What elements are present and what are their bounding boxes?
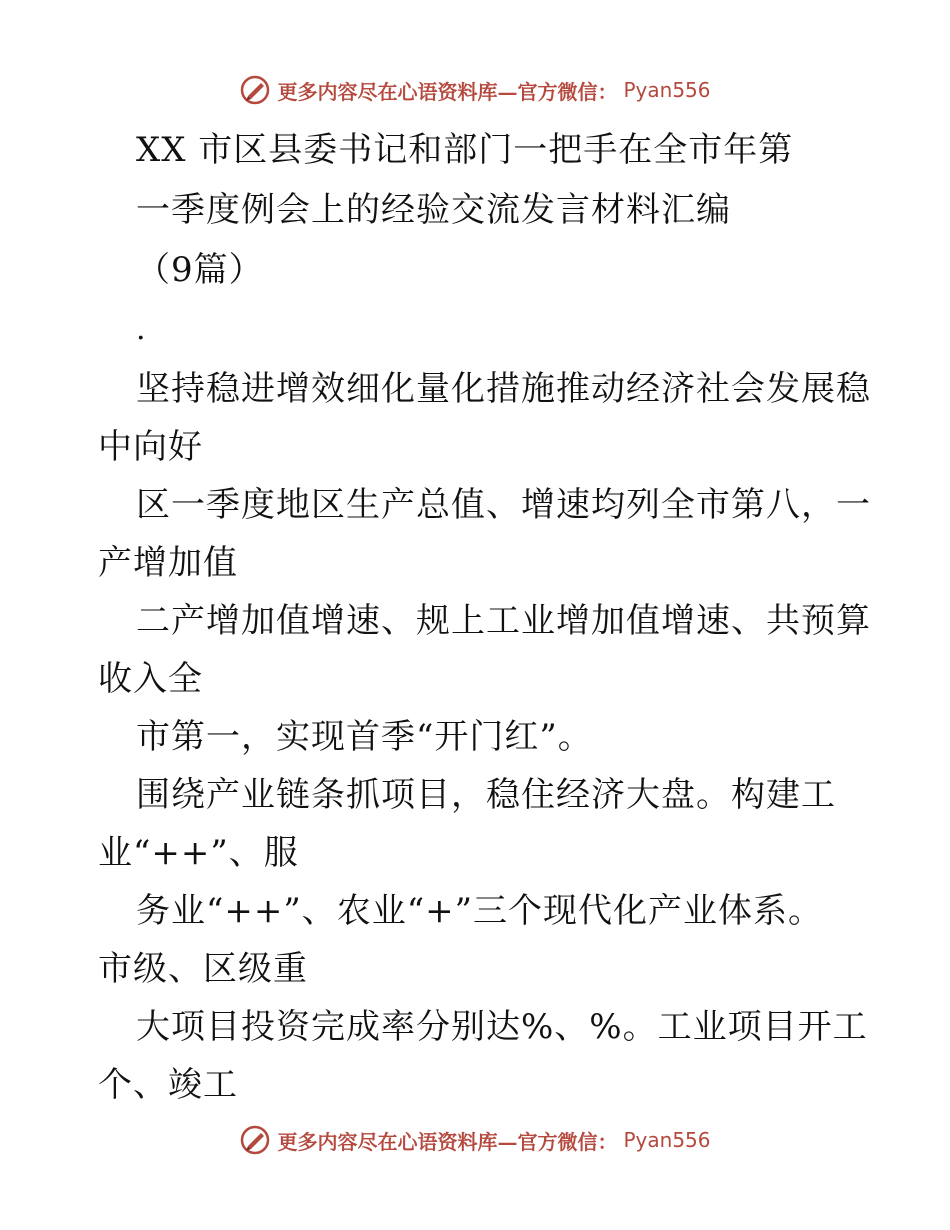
- paragraph-line: 市级、区级重: [98, 949, 308, 989]
- paragraph-line: 中向好: [98, 427, 203, 467]
- title-line-3: （9篇）: [136, 250, 264, 290]
- paragraph-line: 务业“++”、农业“+”三个现代化产业体系。: [136, 891, 823, 931]
- paragraph-line: 业“++”、服: [98, 833, 299, 873]
- document-body: [98, 120, 871, 1114]
- pen-logo-icon: [239, 1124, 271, 1156]
- watermark-wechat: Pyan556: [623, 78, 711, 102]
- paragraph-line: 坚持稳进增效细化量化措施推动经济社会发展稳: [136, 369, 871, 409]
- paragraph-line: 区一季度地区生产总值、增速均列全市第八，一: [136, 485, 871, 525]
- header-watermark: [0, 70, 950, 110]
- paragraph-line: 产增加值: [98, 543, 238, 583]
- title-line-2: 一季度例会上的经验交流发言材料汇编: [136, 190, 731, 230]
- paragraph-line: 个、竣工: [98, 1065, 238, 1105]
- watermark-text: 更多内容尽在心语资料库—官方微信：: [277, 79, 618, 104]
- separator-dot: .: [136, 312, 147, 347]
- paragraph-line: 市第一，实现首季“开门红”。: [136, 717, 593, 757]
- paragraph-line: 大项目投资完成率分别达%、%。工业项目开工: [136, 1007, 868, 1047]
- watermark-text: 更多内容尽在心语资料库—官方微信：: [277, 1129, 618, 1154]
- paragraph-line: 围绕产业链条抓项目，稳住经济大盘。构建工: [136, 775, 836, 815]
- watermark-wechat: Pyan556: [623, 1128, 711, 1152]
- paragraph-line: 收入全: [98, 659, 203, 699]
- footer-watermark: [0, 1120, 950, 1160]
- paragraph-line: 二产增加值增速、规上工业增加值增速、共预算: [136, 601, 871, 641]
- title-line-1: XX 市区县委书记和部门一把手在全市年第: [136, 130, 794, 170]
- pen-logo-icon: [239, 74, 271, 106]
